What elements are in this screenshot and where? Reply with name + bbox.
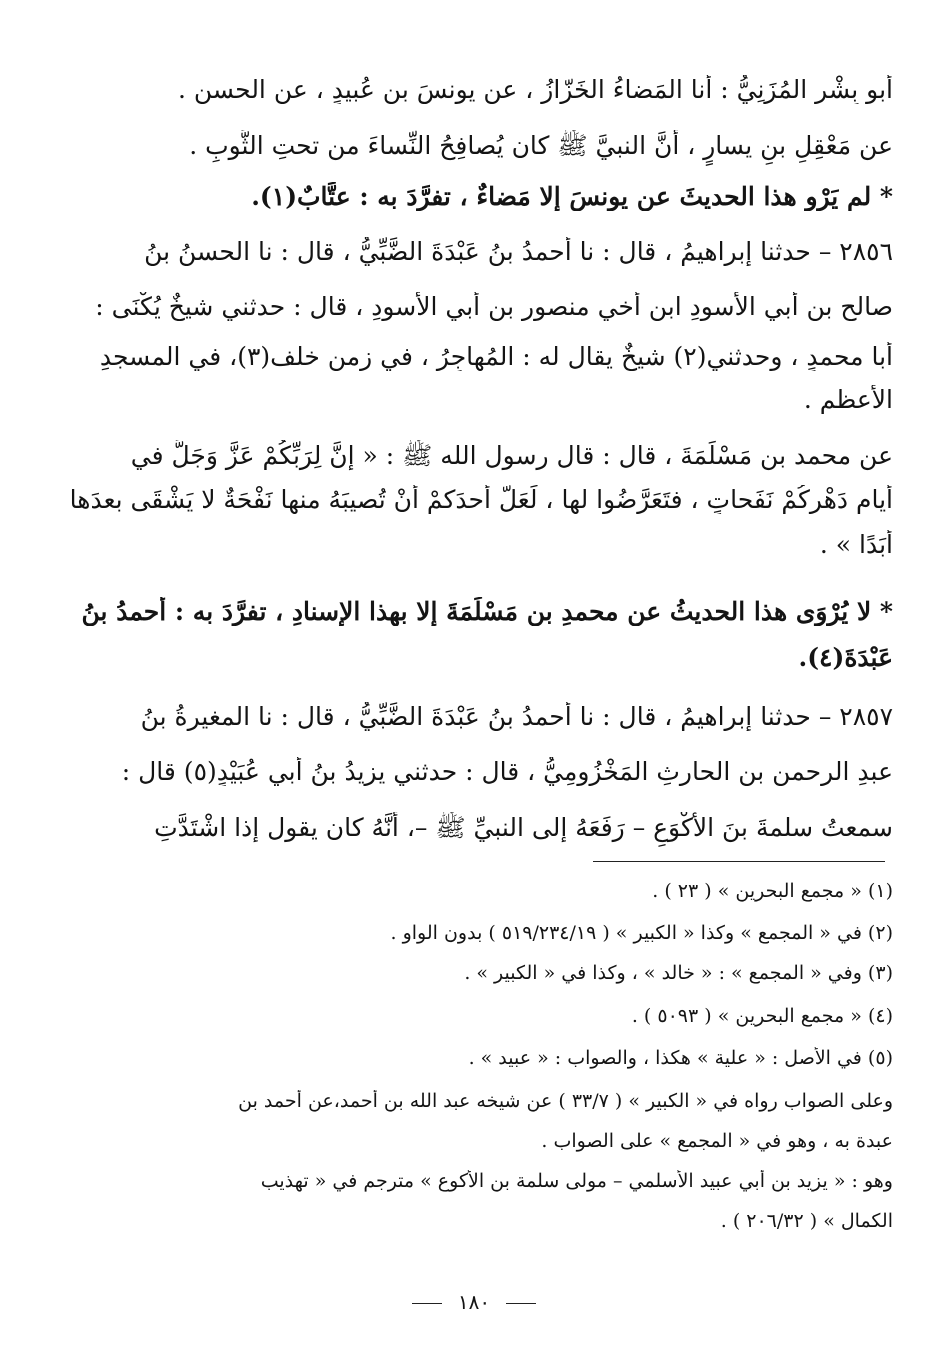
text-line: عَبْدَةَ(٤). bbox=[798, 643, 893, 672]
text-line: * لا يُرْوَى هذا الحديثُ عن محمدِ بنِ مَسْلَمَةَ إلا بهذا الإسنادِ ، تفرَّدَ به : أحمدُ بنُ bbox=[81, 597, 893, 626]
page-number: ١٨٠ bbox=[457, 1290, 491, 1314]
footnote-divider bbox=[593, 861, 885, 862]
page-number-block bbox=[55, 1290, 893, 1314]
text-line: عبدِ الرحمنِ بنِ الحارثِ المَخْزُومِيُّ ، قال : حدثني يزيدُ بنُ أبي عُبَيْدٍ(٥) قال : bbox=[121, 757, 893, 786]
footnote: (٢) في « المجمع » وكذا « الكبير » ( ٥١٩/٢٣٤/١٩ ) بدون الواو . bbox=[390, 922, 893, 944]
text-line: صالحِ بن أبي الأسودِ ابن أخي منصورِ بنِ أبي الأسودِ ، قال : حدثني شيخٌ يُكْنَى : bbox=[95, 292, 893, 321]
text-line: عن مَعْقِلِ بنِ يسارٍ ، أنَّ النبيَّ ﷺ كان يُصافِحُ النِّساءَ من تحتِ الثَّوبِ . bbox=[189, 131, 893, 160]
footnote-continuation: وعلى الصواب رواه في « الكبير » ( ٣٣/٧ ) عن شيخه عبد الله بن أحمد،عن أحمد بن bbox=[238, 1090, 893, 1112]
footnote: (٣) وفي « المجمع » : « خالد » ، وكذا في « الكبير » . bbox=[464, 962, 893, 984]
footnote: (٤) « مجمع البحرين » ( ٥٠٩٣ ) . bbox=[631, 1005, 893, 1027]
footnote: (٥) في الأصل : « علية » هكذا ، والصواب : « عبيد » . bbox=[468, 1047, 893, 1069]
text-line: سمعتُ سلمةَ بنَ الأَكْوَعِ – رَفَعَهُ إلى النبيِّ ﷺ –، أنَّهُ كان يقول إذا اشْتَدَّتِ bbox=[154, 813, 893, 842]
footnote: (١) « مجمع البحرين » ( ٢٣ ) . bbox=[652, 880, 893, 902]
footnote-continuation: الكمال » ( ٢٠٦/٣٢ ) . bbox=[720, 1210, 893, 1232]
hadith-number-line: ٢٨٥٧ – حدثنا إبراهيمُ ، قال : نا أحمدُ بنُ عَبْدَةَ الضَّبِّيُّ ، قال : نا المغيرةُ بنُ bbox=[140, 702, 893, 731]
hadith-number-line: ٢٨٥٦ – حدثنا إبراهيمُ ، قال : نا أحمدُ بنُ عَبْدَةَ الضَّبِّيُّ ، قال : نا الحسنُ بنُ bbox=[144, 237, 893, 266]
text-line: الأعظمِ . bbox=[803, 385, 893, 414]
text-line: أبو بِشْرٍ المُزَنِيُّ : أنا المَضاءُ الخَزّازُ ، عن يونسَ بن عُبيدٍ ، عن الحسنِ . bbox=[177, 75, 893, 104]
footnote-continuation: عبدة به ، وهو في « المجمع » على الصواب . bbox=[541, 1130, 893, 1152]
page-number-dash bbox=[412, 1303, 442, 1304]
text-line: * لم يَرْوِ هذا الحديثَ عن يونسَ إلا مَضاءٌ ، تفرَّدَ به : عتَّابٌ(١). bbox=[251, 182, 893, 211]
text-line: أبا محمدٍ ، وحدثني(٢) شيخٌ يقال له : المُهاجِرُ ، في زمن خلف(٣)، في المسجدِ bbox=[99, 342, 893, 371]
text-line: أبَدًا » . bbox=[819, 530, 893, 559]
page-number-dash bbox=[506, 1303, 536, 1304]
text-line: أيامِ دَهْرِكُمْ نَفَحاتٍ ، فتَعَرَّضُوا لها ، لَعَلَّ أحدَكمْ أنْ تُصيبَهُ منها نَفْحَةٌ لا يَشْقَى بعدَها bbox=[69, 485, 893, 514]
footnote-continuation: وهو : « يزيد بن أبي عبيد الأسلمي – مولى سلمة بن الأكوع » مترجم في « تهذيب bbox=[260, 1170, 893, 1192]
book-page bbox=[55, 60, 893, 1340]
text-line: عن محمد بن مَسْلَمَةَ ، قال : قال رسول الله ﷺ : « إنَّ لِرَبِّكُمْ عَزَّ وَجَلَّ في bbox=[130, 441, 893, 470]
